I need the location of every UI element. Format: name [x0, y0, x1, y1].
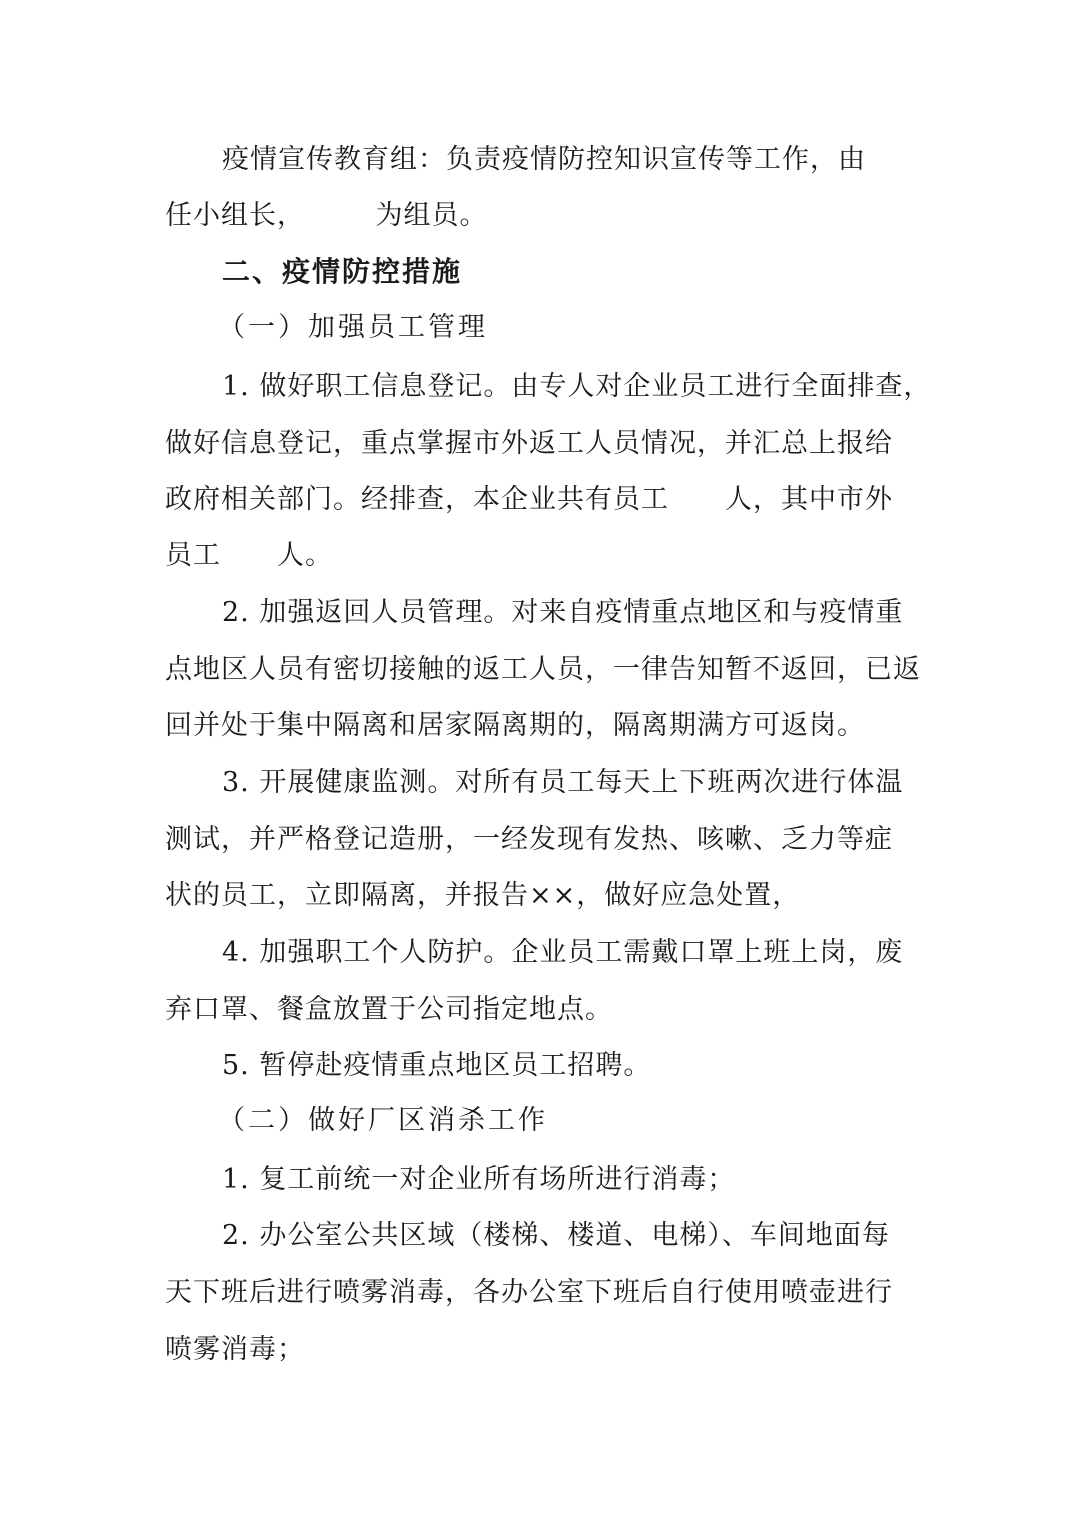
paragraph-line: 喷雾消毒；: [165, 1334, 305, 1365]
paragraph-line: 3. 开展健康监测。对所有员工每天上下班两次进行体温: [222, 767, 904, 798]
section-heading: 二、疫情防控措施: [222, 255, 463, 288]
paragraph-line: 测试，并严格登记造册，一经发现有发热、咳嗽、乏力等症: [165, 824, 893, 855]
subsection-heading: （一）加强员工管理: [218, 312, 488, 343]
paragraph-line: 疫情宣传教育组：负责疫情防控知识宣传等工作，由: [222, 144, 866, 175]
paragraph-line: 1. 做好职工信息登记。由专人对企业员工进行全面排查，: [222, 371, 932, 402]
paragraph-line: 4. 加强职工个人防护。企业员工需戴口罩上班上岗，废: [222, 937, 904, 968]
paragraph-line: 1. 复工前统一对企业所有场所进行消毒；: [222, 1164, 736, 1195]
paragraph-line: 2. 办公室公共区域（楼梯、楼道、电梯）、车间地面每: [222, 1220, 890, 1251]
paragraph-line: 员工 人。: [165, 540, 333, 571]
subsection-heading: （二）做好厂区消杀工作: [218, 1105, 548, 1136]
paragraph-line: 做好信息登记，重点掌握市外返工人员情况，并汇总上报给: [165, 428, 893, 459]
paragraph-line: 2. 加强返回人员管理。对来自疫情重点地区和与疫情重: [222, 597, 904, 628]
paragraph-line: 任小组长， 为组员。: [165, 200, 488, 231]
paragraph-line: 5. 暂停赴疫情重点地区员工招聘。: [222, 1050, 652, 1081]
paragraph-line: 点地区人员有密切接触的返工人员，一律告知暂不返回，已返: [165, 654, 921, 685]
paragraph-line: 弃口罩、餐盒放置于公司指定地点。: [165, 994, 613, 1025]
paragraph-line: 状的员工，立即隔离，并报告××，做好应急处置，: [165, 880, 801, 911]
paragraph-line: 政府相关部门。经排查，本企业共有员工 人，其中市外: [165, 484, 893, 515]
paragraph-line: 天下班后进行喷雾消毒，各办公室下班后自行使用喷壶进行: [165, 1277, 893, 1308]
paragraph-line: 回并处于集中隔离和居家隔离期的，隔离期满方可返岗。: [165, 710, 865, 741]
